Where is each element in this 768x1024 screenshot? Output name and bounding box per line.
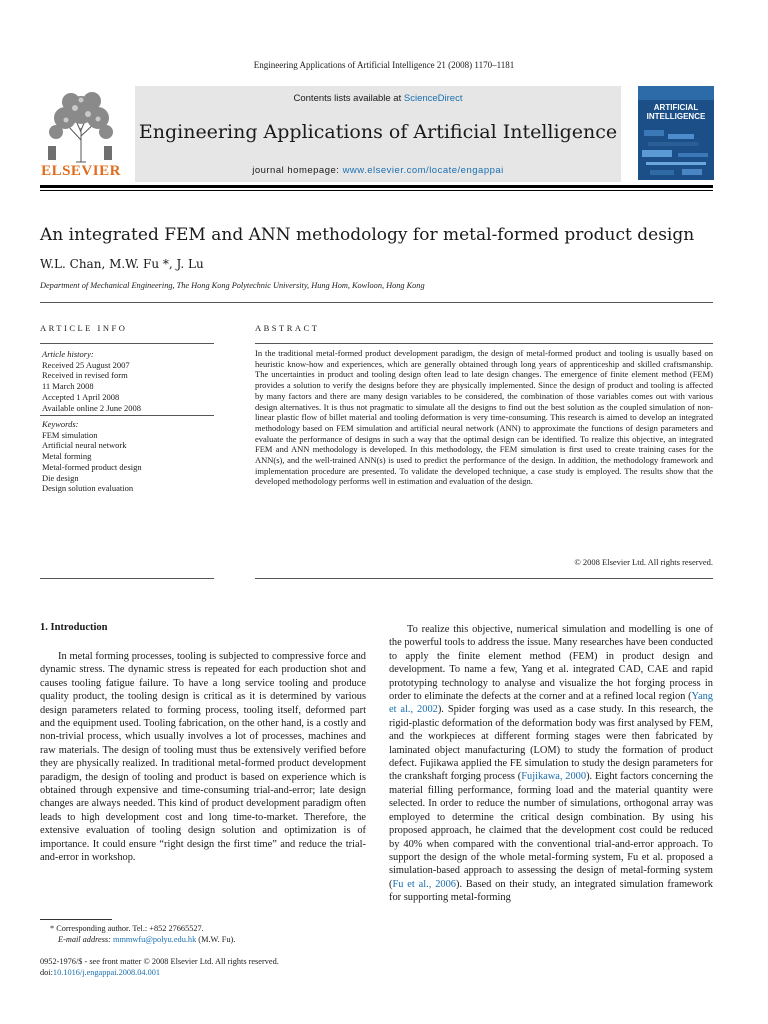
reference-link-fu-2006[interactable]: Fu et al., 2006 [392,878,456,890]
abstract-heading: ABSTRACT [255,323,320,333]
abstract-text: In the traditional metal-formed product development paradigm, the design of metal-formed product and tooling is usually based on heuristic know-how and experiences, which are generally obtained through long years of apprenticeship and skilled craftsmanship. The uncertainties in product and tooling design often lead to late design changes. The emergence of finite element method (FEM) provides a solution to verify the designs before they are physically implemented. Since the design of product and tooling is affected by many factors and there are many design variables to be considered, the combination of those variables comes out with various design alternatives. It is thus not pragmatic to simulate all the designs to find out the best solution as the coupled simulation of non-linear plastic flow of billet material and tooling deformation is very time-consuming. This research is aimed to develop an integrated methodology based on FEM simulation and artificial neural network (ANN) to approximate the functions of design parameters and evaluate the performance of designs in such a way that the optimal design can be identified. To realize this objective, an integrated FEM and ANN methodology is developed. In this methodology, the FEM simulation is first used to create training cases for the ANN(s), and the well-trained ANN(s) is used to predict the performance of the design. In addition, the methodology framework and implementation procedure are presented. To validate the developed technique, a case study is employed. The results show that the developed methodology performs well in estimation and evaluation of the design. [255,348,713,487]
article-info-bottom-rule [40,578,214,579]
homepage-link[interactable]: www.elsevier.com/locate/engappai [342,165,504,176]
header-rule-thin [40,190,713,191]
publisher-wordmark: ELSEVIER [41,163,121,179]
front-matter [40,956,366,978]
article-info-heading: ARTICLE INFO [40,323,128,333]
author-affiliation: Department of Mechanical Engineering, The Hong Kong Polytechnic University, Hung Hom, Kowloon, Hong Kong [40,281,425,290]
homepage-prefix: journal homepage: [252,165,343,176]
keywords-list [42,419,217,494]
doi-line [40,967,366,978]
keywords-rule [40,415,214,416]
doi-label: doi: [40,968,53,977]
contents-availability [135,93,621,104]
sciencedirect-link[interactable]: ScienceDirect [403,93,463,104]
email-suffix: (M.W. Fu). [196,935,236,944]
abstract-copyright: © 2008 Elsevier Ltd. All rights reserved. [574,557,713,567]
abstract-rule [255,343,713,344]
reference-link-fujikawa-2000[interactable]: Fujikawa, 2000 [521,771,587,783]
cover-title-line-1: ARTIFICIAL [653,103,699,112]
history-label: Article history: [42,349,94,359]
journal-homepage [135,165,621,176]
history-item: Received 25 August 2007 [42,359,130,370]
journal-citation: Engineering Applications of Artificial Intelligence 21 (2008) 1170–1181 [253,60,515,70]
doi-link[interactable]: 10.1016/j.engappai.2008.04.001 [52,968,161,977]
article-history [42,349,217,413]
introduction-right-column [389,623,713,905]
introduction-heading: 1. Introduction [40,622,108,633]
journal-cover-image [638,86,714,180]
introduction-left-column: In metal forming processes, tooling is subjected to compressive force and dynamic stress. The dynamic stress is repeated for each production shot and causes tooling fatigue failure. To have a long service tooling and produce quality product, the tooling design is critical as it is determined by various design parameters related to forming process, tooling itself, deformed part and the equipment used. Tooling fabrication, on the other hand, is a costly and non-trivial process, which usually involves a lot of processes, machines and raw materials. The design of tooling must thus be extensively verified before they are physically realized. In traditional metal-formed product development paradigm, the design of tooling and product is based on experience which is obtained through expensive and time-consuming trial-and-error; late design changes are always needed. This kind of product development paradigm often leads to high development cost and long time-to-market. Therefore, the extensive evaluation of tooling design solution and optimization is of importance. It could ensure “right design the first time” and reduce the trial-and-error in workshop. [40,651,366,864]
history-item: 11 March 2008 [42,381,94,392]
affiliation-rule [40,302,713,303]
abstract-bottom-rule [255,578,713,579]
email-link[interactable]: mmmwfu@polyu.edu.hk [113,935,197,944]
keyword-item: Metal-formed product design [42,461,142,472]
keyword-item: Artificial neural network [42,440,127,451]
history-item: Accepted 1 April 2008 [42,391,120,402]
footnote-rule [40,919,112,920]
corresponding-author-footnote [40,923,366,945]
reference-link-yang-2002[interactable]: Yang et al., 2002 [389,691,713,716]
email-label: E-mail address: [58,935,113,944]
history-item: Available online 2 June 2008 [42,402,141,413]
cover-title-line-2: INTELLIGENCE [646,112,706,121]
keyword-item: Die design [42,472,79,483]
issn-line: 0952-1976/$ - see front matter © 2008 Elsevier Ltd. All rights reserved. [40,957,279,966]
keyword-item: Design solution evaluation [42,483,134,494]
article-authors: W.L. Chan, M.W. Fu *, J. Lu [40,257,204,271]
keywords-label: Keywords: [42,419,79,429]
keyword-item: FEM simulation [42,429,98,440]
cover-title [638,103,714,121]
history-item: Received in revised form [42,370,128,381]
article-info-rule [40,343,214,344]
right-text-part: ). Eight factors concerning the material filling performance, forming load and the material quantity were selected. In order to reduce the number of simulations, orthogonal array was employed to determine the critical design combination. By using his proposed approach, he claimed that the development cost could be reduced by 40% when compared with the conventional trial-and-error approach. To support the design of the whole metal-forming system, Fu et al. proposed a simulation-based approach to assessing the design of metal-forming system ( [389,771,713,890]
right-text-part: To realize this objective, numerical simulation and modelling is one of the powerful tools to address the issue. Many researches have been conducted to apply the finite element method (FEM) in product design and development. To name a few, Yang et al. integrated CAD, CAE and rapid prototyping technology to analyse and visualize the hot forging process in order to eliminate the defects at the corner and at a refined local region ( [389,624,713,703]
contents-prefix: Contents lists available at [293,93,404,104]
keyword-item: Metal forming [42,451,92,462]
email-line [40,934,366,945]
journal-title: Engineering Applications of Artificial Intelligence [138,121,618,143]
corresponding-author-line: * Corresponding author. Tel.: +852 27665527. [50,924,204,933]
article-title: An integrated FEM and ANN methodology for metal-formed product design [40,225,695,245]
header-rule-thick [40,185,713,188]
cover-top-band [638,86,714,100]
cover-pattern [638,126,714,180]
right-text-part: ). Spider forging was used as a case study. In this research, the rigid-plastic deformation of the deformation body was first analysed by FEM, and the workpieces at different forming stages were then fabricated by laminated object manufacturing (LOM) to study the formation of product defect. Fujikawa applied the FE simulation to study the design parameters for the crankshaft forging process ( [389,704,713,783]
right-text-part: ). Based on their study, an integrated simulation framework for supporting metal-forming [389,878,713,904]
